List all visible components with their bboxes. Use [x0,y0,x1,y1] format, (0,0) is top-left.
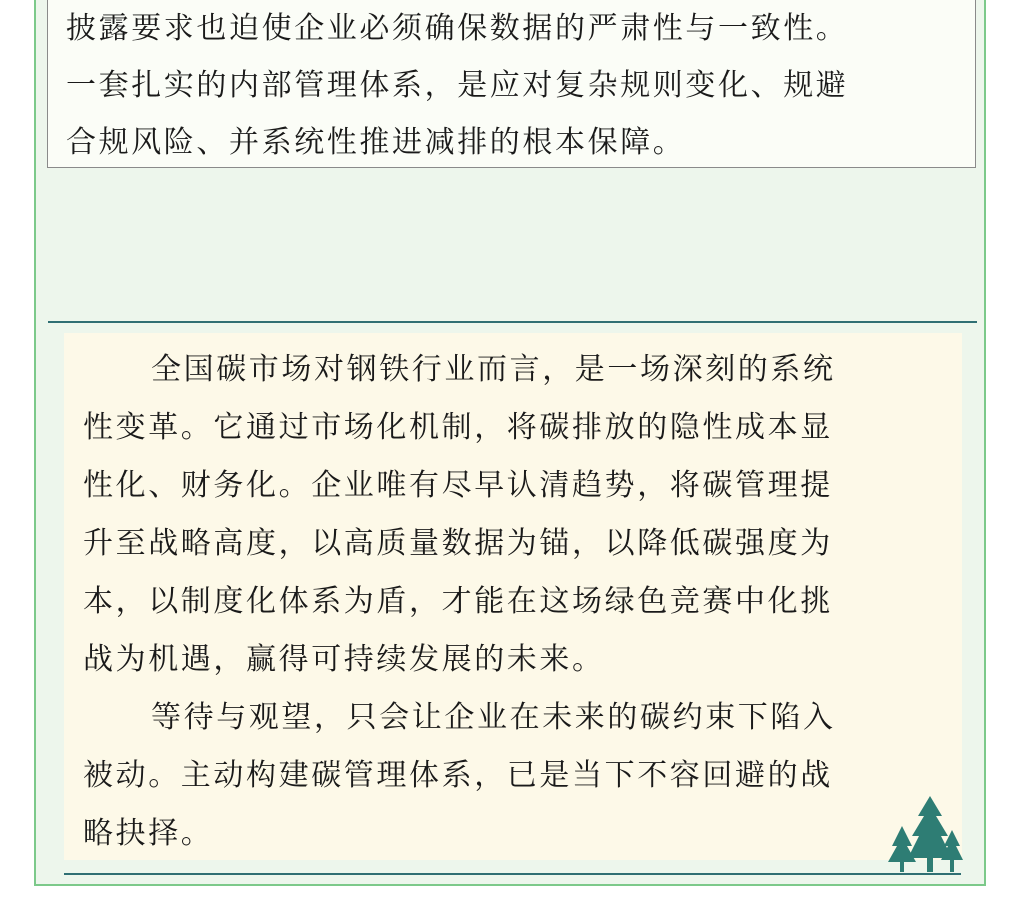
text-line: 升至战略高度，以高质量数据为锚，以降低碳强度为 [83,526,833,561]
text-line: 合规风险、并系统性推进减排的根本保障。 [66,125,686,160]
text-line: 全国碳市场对钢铁行业而言，是一场深刻的系统 [151,352,836,387]
text-line: 一套扎实的内部管理体系，是应对复杂规则变化、规避 [66,68,849,103]
text-line: 略抉择。 [83,816,214,851]
text-line: 性变革。它通过市场化机制，将碳排放的隐性成本显 [83,410,833,445]
section-divider-bottom [64,873,961,875]
conclusion-text-box [64,333,962,860]
conclusion-body [83,341,836,863]
text-line: 披露要求也迫使企业必须确保数据的严肃性与一致性。 [66,11,849,46]
top-text-box [47,0,976,168]
text-line: 被动。主动构建碳管理体系，已是当下不容回避的战 [83,758,833,793]
text-line: 性化、财务化。企业唯有尽早认清趋势，将碳管理提 [83,468,833,503]
text-line: 战为机遇，赢得可持续发展的未来。 [83,642,605,677]
text-line: 本，以制度化体系为盾，才能在这场绿色竞赛中化挑 [83,584,833,619]
section-divider-top [48,321,977,323]
top-paragraph [66,0,963,171]
pine-trees-icon [884,796,968,876]
text-line: 等待与观望，只会让企业在未来的碳约束下陷入 [151,700,836,735]
